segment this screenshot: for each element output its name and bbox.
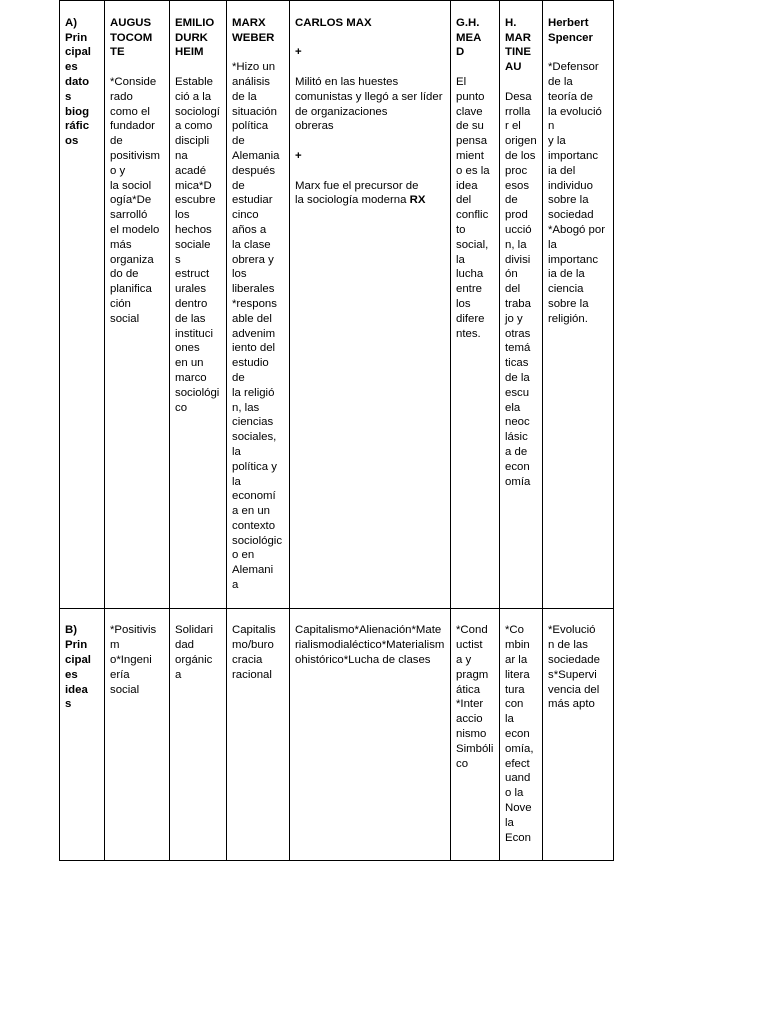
augusto-comte-bio: *Conside rado como el fundador de positivism o y la sociol ogía*De sarrolló el modelo más organiza do de planifica ción social [110,75,161,325]
gh-mead-ideas-cell [451,608,500,861]
augusto-comte-ideas-cell [105,608,170,861]
plus-marker: + [295,149,302,162]
gh-mead-bio: El punto clave de su pensa mient o es la idea del conflic to social, la lucha entre los difere ntes. [456,75,490,340]
augusto-comte-bio-cell [105,1,170,609]
row-label-cell [60,608,105,861]
carlos-max-bio-part-1: Militó en las huestes comunistas y llegó a ser líder de organizaciones obreras [295,75,443,133]
h-martineau-bio-cell [500,1,543,609]
h-martineau-bio: Desa rrolla r el origen de los proc esos de prod ucció n, la divisi ón del traba jo y otras temá ticas de la escu ela neoc lásic a de econ omía [505,90,537,488]
herbert-spencer-ideas-cell [543,608,614,861]
herbert-spencer-bio-cell [543,1,614,609]
marx-weber-ideas: Capitalis mo/buro cracia racional [232,624,276,681]
emilio-durkheim-bio: Estable ció a la sociologí a como discipli na acadé mica*D escubre los hechos sociale s estruct urales dentro de las instituci ones en un marco sociológi co [175,75,220,414]
row-label-cell [60,1,105,609]
h-martineau-ideas-cell [500,608,543,861]
emilio-durkheim-heading: EMILIO DURK HEIM [175,16,215,59]
emilio-durkheim-ideas-cell [170,608,227,861]
carlos-max-heading: CARLOS MAX [295,16,372,29]
row-label-biographical: A) Prin cipal es dato s biog ráfic os [65,16,91,148]
carlos-max-ideas: Capitalismo*Alienación*Mate rialismodialéctico*Materialism ohistórico*Lucha de clases [295,624,445,667]
plus-marker: + [295,46,302,59]
emilio-durkheim-ideas: Solidari dad orgánic a [175,624,213,681]
carlos-max-bio-text: Marx fue el precursor de la sociología moderna [295,179,419,207]
augusto-comte-ideas: *Positivism o*Ingeni ería social [110,624,157,696]
marx-weber-heading: MARX WEBER [232,16,275,44]
herbert-spencer-bio: *Defensor de la teoría de la evolución y la importanc ia del individuo sobre la sociedad *Abogó por la importanc ia de la ciencia sobre la religión. [548,61,605,325]
herbert-spencer-heading: Herbert Spencer [548,16,593,44]
gh-mead-ideas: *Cond uctist a y pragm ática *Inter accio nismo Simbóli co [456,624,494,770]
gh-mead-bio-cell [451,1,500,609]
marx-weber-bio: *Hizo un análisis de la situación política de Alemania después de estudiar cinco años a la clase obrera y los liberales *respons able del advenim iento del estudio de la religió n, las ciencias sociales, la política y la economí a en un contexto sociológic o en Alemani a [232,61,283,592]
h-martineau-heading: H. MAR TINE AU [505,16,531,74]
herbert-spencer-ideas: *Evolució n de las sociedade s*Supervi vencia del más apto [548,624,600,711]
carlos-max-bio-cell [290,1,451,609]
carlos-max-ideas-cell [290,608,451,861]
emilio-durkheim-bio-cell [170,1,227,609]
gh-mead-heading: G.H. MEA D [456,16,482,59]
table-row-biographical [60,1,614,609]
marx-weber-bio-cell [227,1,290,609]
carlos-max-bio-part-2 [295,179,445,209]
h-martineau-ideas: *Co mbin ar la litera tura con la econ omía, efect uand o la Nove la Econ [505,624,534,844]
rx-label: RX [409,194,426,207]
comparison-table [59,0,614,861]
augusto-comte-heading: AUGUS TOCOM TE [110,16,153,59]
marx-weber-ideas-cell [227,608,290,861]
row-label-main-ideas: B) Prin cipal es idea s [65,624,91,711]
table-row-main-ideas [60,608,614,861]
